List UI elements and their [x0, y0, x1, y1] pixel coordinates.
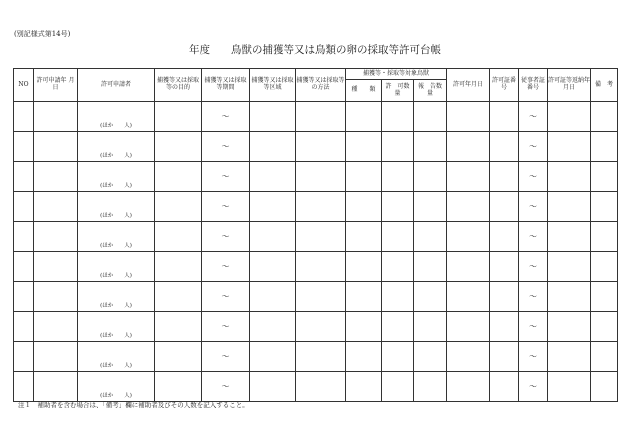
cell-permit-date[interactable] [34, 282, 78, 312]
cell-permit-ym[interactable] [447, 312, 490, 342]
cell-worker-cert-no[interactable] [519, 162, 548, 192]
cell-area[interactable] [250, 282, 296, 312]
range-tilde: ～ [529, 141, 538, 151]
cell-area[interactable] [250, 252, 296, 282]
cell-permit-qty[interactable] [382, 192, 414, 222]
cell-permit-ym[interactable] [447, 102, 490, 132]
cell-return-date[interactable] [548, 282, 591, 312]
cell-period[interactable] [202, 192, 250, 222]
cell-permit-date[interactable] [34, 192, 78, 222]
cell-no[interactable] [14, 342, 34, 372]
cell-return-date[interactable] [548, 162, 591, 192]
cell-species[interactable] [346, 162, 382, 192]
cell-permit-date[interactable] [34, 222, 78, 252]
cell-return-date[interactable] [548, 372, 591, 402]
cell-permit-date[interactable] [34, 312, 78, 342]
cell-permit-ym[interactable] [447, 372, 490, 402]
cell-method[interactable] [296, 372, 346, 402]
cell-permit-ym[interactable] [447, 192, 490, 222]
cell-method[interactable] [296, 282, 346, 312]
cell-remarks[interactable] [591, 312, 618, 342]
header-period: 捕獲等又は採取等期間 [202, 69, 250, 102]
cell-method[interactable] [296, 252, 346, 282]
table-row [14, 192, 618, 222]
cell-no[interactable] [14, 282, 34, 312]
range-tilde: ～ [221, 111, 230, 121]
assistants-count-label: (ほか 人) [100, 182, 132, 189]
cell-applicant[interactable] [78, 312, 155, 342]
cell-worker-cert-no[interactable] [519, 102, 548, 132]
page-title: 年度 鳥獣の捕獲等又は鳥類の卵の採取等許可台帳 [189, 44, 441, 56]
cell-area[interactable] [250, 222, 296, 252]
cell-permit-date[interactable] [34, 342, 78, 372]
cell-return-date[interactable] [548, 102, 591, 132]
range-tilde: ～ [221, 261, 230, 271]
cell-worker-cert-no[interactable] [519, 342, 548, 372]
cell-worker-cert-no[interactable] [519, 132, 548, 162]
cell-purpose[interactable] [155, 132, 202, 162]
header-permit-ym: 許可年月日 [447, 69, 490, 102]
cell-report-qty[interactable] [414, 222, 447, 252]
cell-report-qty[interactable] [414, 372, 447, 402]
cell-purpose[interactable] [155, 312, 202, 342]
cell-return-date[interactable] [548, 312, 591, 342]
cell-worker-cert-no[interactable] [519, 312, 548, 342]
cell-cert-no[interactable] [490, 342, 519, 372]
range-tilde: ～ [221, 291, 230, 301]
cell-permit-ym[interactable] [447, 282, 490, 312]
cell-species[interactable] [346, 192, 382, 222]
cell-species[interactable] [346, 282, 382, 312]
range-tilde: ～ [529, 321, 538, 331]
assistants-count-label: (ほか 人) [100, 212, 132, 219]
cell-period[interactable] [202, 312, 250, 342]
range-tilde: ～ [221, 231, 230, 241]
range-tilde: ～ [221, 171, 230, 181]
cell-no[interactable] [14, 252, 34, 282]
cell-species[interactable] [346, 132, 382, 162]
cell-return-date[interactable] [548, 342, 591, 372]
assistants-count-label: (ほか 人) [100, 302, 132, 309]
table-row [14, 222, 618, 252]
cell-species[interactable] [346, 252, 382, 282]
cell-period[interactable] [202, 282, 250, 312]
cell-area[interactable] [250, 342, 296, 372]
assistants-count-label: (ほか 人) [100, 242, 132, 249]
range-tilde: ～ [221, 201, 230, 211]
cell-cert-no[interactable] [490, 132, 519, 162]
cell-period[interactable] [202, 132, 250, 162]
range-tilde: ～ [529, 381, 538, 391]
cell-applicant[interactable] [78, 372, 155, 402]
cell-remarks[interactable] [591, 192, 618, 222]
cell-report-qty[interactable] [414, 192, 447, 222]
cell-species[interactable] [346, 312, 382, 342]
header-applicant: 許可申請者 [78, 69, 155, 102]
cell-remarks[interactable] [591, 372, 618, 402]
header-cert-no: 許可証番 号 [490, 69, 519, 102]
cell-return-date[interactable] [548, 192, 591, 222]
cell-area[interactable] [250, 312, 296, 342]
cell-worker-cert-no[interactable] [519, 252, 548, 282]
cell-no[interactable] [14, 132, 34, 162]
table-row [14, 282, 618, 312]
cell-species[interactable] [346, 222, 382, 252]
cell-permit-qty[interactable] [382, 342, 414, 372]
cell-applicant[interactable] [78, 192, 155, 222]
cell-permit-ym[interactable] [447, 132, 490, 162]
cell-permit-date[interactable] [34, 372, 78, 402]
cell-permit-qty[interactable] [382, 222, 414, 252]
cell-no[interactable] [14, 162, 34, 192]
cell-method[interactable] [296, 132, 346, 162]
cell-applicant[interactable] [78, 132, 155, 162]
form-number: (別記様式第14号) [14, 30, 71, 38]
cell-purpose[interactable] [155, 252, 202, 282]
cell-permit-ym[interactable] [447, 252, 490, 282]
cell-area[interactable] [250, 132, 296, 162]
cell-no[interactable] [14, 102, 34, 132]
cell-applicant[interactable] [78, 282, 155, 312]
header-report-qty: 報 告数 量 [414, 80, 447, 102]
header-worker-cert-no: 従事者証番号 [519, 69, 548, 102]
cell-report-qty[interactable] [414, 282, 447, 312]
cell-species[interactable] [346, 342, 382, 372]
table-row [14, 162, 618, 192]
cell-remarks[interactable] [591, 222, 618, 252]
cell-applicant[interactable] [78, 342, 155, 372]
cell-report-qty[interactable] [414, 162, 447, 192]
table-row [14, 372, 618, 402]
header-method: 捕獲等又は採取等の方法 [296, 69, 346, 102]
cell-area[interactable] [250, 372, 296, 402]
cell-report-qty[interactable] [414, 312, 447, 342]
table-row [14, 102, 618, 132]
table-row [14, 342, 618, 372]
cell-worker-cert-no[interactable] [519, 372, 548, 402]
cell-method[interactable] [296, 222, 346, 252]
cell-remarks[interactable] [591, 102, 618, 132]
cell-purpose[interactable] [155, 222, 202, 252]
cell-period[interactable] [202, 162, 250, 192]
header-no: NO [14, 69, 34, 102]
cell-permit-ym[interactable] [447, 222, 490, 252]
cell-cert-no[interactable] [490, 192, 519, 222]
cell-area[interactable] [250, 102, 296, 132]
cell-permit-ym[interactable] [447, 342, 490, 372]
range-tilde: ～ [221, 321, 230, 331]
cell-permit-qty[interactable] [382, 162, 414, 192]
assistants-count-label: (ほか 人) [100, 362, 132, 369]
cell-permit-date[interactable] [34, 132, 78, 162]
range-tilde: ～ [529, 111, 538, 121]
cell-cert-no[interactable] [490, 102, 519, 132]
range-tilde: ～ [529, 291, 538, 301]
cell-purpose[interactable] [155, 102, 202, 132]
cell-method[interactable] [296, 312, 346, 342]
cell-permit-date[interactable] [34, 102, 78, 132]
header-species: 種 類 [346, 80, 382, 102]
cell-cert-no[interactable] [490, 282, 519, 312]
cell-applicant[interactable] [78, 222, 155, 252]
cell-cert-no[interactable] [490, 372, 519, 402]
cell-permit-qty[interactable] [382, 312, 414, 342]
cell-remarks[interactable] [591, 252, 618, 282]
range-tilde: ～ [221, 141, 230, 151]
header-permit-qty: 許 可数 量 [382, 80, 414, 102]
header-return-date: 許可証等返納年月日 [548, 69, 591, 102]
cell-purpose[interactable] [155, 162, 202, 192]
cell-permit-date[interactable] [34, 252, 78, 282]
header-area: 捕獲等又は採取等区域 [250, 69, 296, 102]
cell-applicant[interactable] [78, 162, 155, 192]
cell-area[interactable] [250, 162, 296, 192]
cell-period[interactable] [202, 252, 250, 282]
assistants-count-label: (ほか 人) [100, 272, 132, 279]
cell-remarks[interactable] [591, 162, 618, 192]
cell-no[interactable] [14, 222, 34, 252]
cell-purpose[interactable] [155, 282, 202, 312]
cell-remarks[interactable] [591, 282, 618, 312]
cell-species[interactable] [346, 102, 382, 132]
cell-return-date[interactable] [548, 222, 591, 252]
header-purpose: 捕獲等又は採取等の目的 [155, 69, 202, 102]
range-tilde: ～ [529, 201, 538, 211]
cell-return-date[interactable] [548, 252, 591, 282]
table-row [14, 252, 618, 282]
permit-ledger-table [13, 68, 618, 402]
range-tilde: ～ [529, 351, 538, 361]
cell-no[interactable] [14, 372, 34, 402]
cell-permit-date[interactable] [34, 162, 78, 192]
cell-cert-no[interactable] [490, 252, 519, 282]
cell-report-qty[interactable] [414, 252, 447, 282]
cell-permit-ym[interactable] [447, 162, 490, 192]
header-target-group: 捕獲等・採取等対象鳥獣 [346, 69, 447, 80]
cell-permit-qty[interactable] [382, 372, 414, 402]
cell-remarks[interactable] [591, 342, 618, 372]
cell-method[interactable] [296, 102, 346, 132]
cell-purpose[interactable] [155, 372, 202, 402]
assistants-count-label: (ほか 人) [100, 152, 132, 159]
cell-cert-no[interactable] [490, 222, 519, 252]
cell-report-qty[interactable] [414, 342, 447, 372]
cell-purpose[interactable] [155, 192, 202, 222]
cell-period[interactable] [202, 222, 250, 252]
cell-permit-qty[interactable] [382, 102, 414, 132]
range-tilde: ～ [529, 171, 538, 181]
cell-period[interactable] [202, 372, 250, 402]
cell-applicant[interactable] [78, 102, 155, 132]
cell-no[interactable] [14, 192, 34, 222]
table-row [14, 312, 618, 342]
cell-no[interactable] [14, 312, 34, 342]
cell-applicant[interactable] [78, 252, 155, 282]
cell-method[interactable] [296, 192, 346, 222]
table-row [14, 132, 618, 162]
cell-return-date[interactable] [548, 132, 591, 162]
header-permit-date: 許可申請年 月 日 [34, 69, 78, 102]
cell-area[interactable] [250, 192, 296, 222]
cell-species[interactable] [346, 372, 382, 402]
cell-cert-no[interactable] [490, 312, 519, 342]
cell-period[interactable] [202, 102, 250, 132]
footnote: 注１ 補助者を含む場合は、「備考」欄に補助者及びその人数を記入すること。 [18, 401, 249, 409]
cell-worker-cert-no[interactable] [519, 282, 548, 312]
cell-remarks[interactable] [591, 132, 618, 162]
cell-permit-qty[interactable] [382, 132, 414, 162]
cell-purpose[interactable] [155, 342, 202, 372]
cell-worker-cert-no[interactable] [519, 192, 548, 222]
cell-worker-cert-no[interactable] [519, 222, 548, 252]
cell-report-qty[interactable] [414, 132, 447, 162]
cell-method[interactable] [296, 342, 346, 372]
range-tilde: ～ [529, 261, 538, 271]
cell-permit-qty[interactable] [382, 282, 414, 312]
header-remarks: 備 考 [591, 69, 618, 102]
assistants-count-label: (ほか 人) [100, 122, 132, 129]
assistants-count-label: (ほか 人) [100, 392, 132, 399]
cell-period[interactable] [202, 342, 250, 372]
cell-cert-no[interactable] [490, 162, 519, 192]
assistants-count-label: (ほか 人) [100, 332, 132, 339]
range-tilde: ～ [221, 351, 230, 361]
ledger-body [14, 102, 618, 402]
range-tilde: ～ [221, 381, 230, 391]
cell-report-qty[interactable] [414, 102, 447, 132]
cell-permit-qty[interactable] [382, 252, 414, 282]
range-tilde: ～ [529, 231, 538, 241]
cell-method[interactable] [296, 162, 346, 192]
